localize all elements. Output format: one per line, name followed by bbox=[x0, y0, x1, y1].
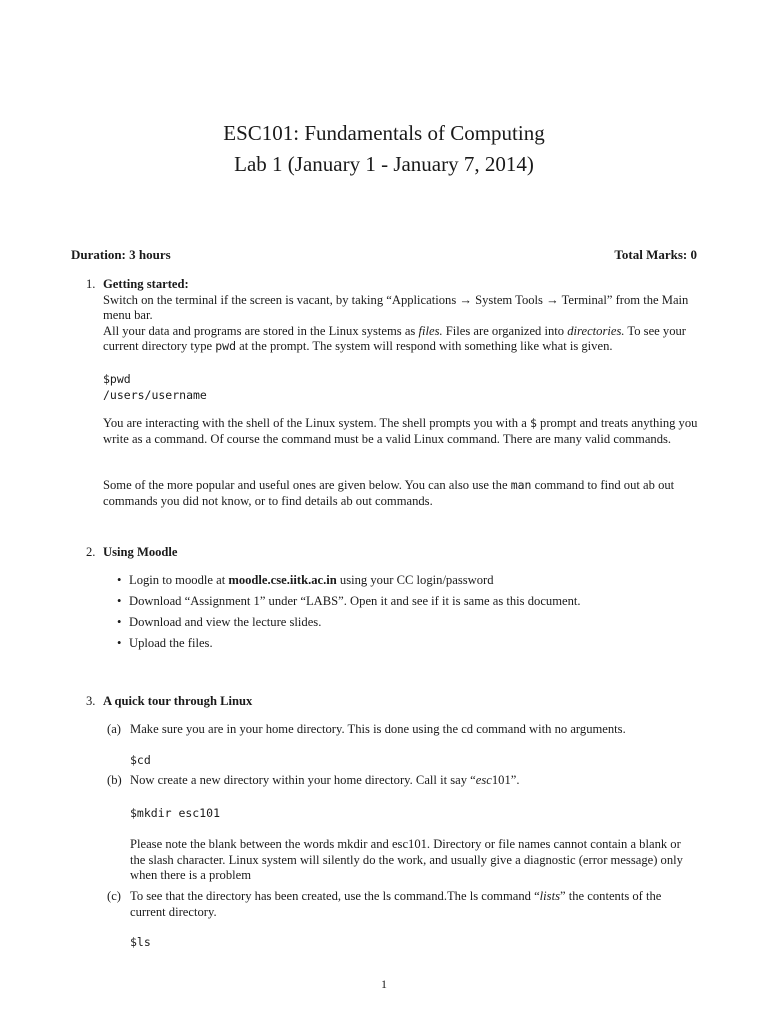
moodle-bullet-list bbox=[117, 573, 697, 657]
moodle-url: moodle.cse.iitk.ac.in bbox=[228, 573, 337, 587]
p4-text-b: command to find out ab out commands you did not know, or to find details ab out commands. bbox=[103, 478, 675, 508]
duration-label: Duration: 3 hours bbox=[71, 247, 171, 262]
bullet-1-text-b: using your CC login/password bbox=[336, 573, 494, 587]
b-text-a: Now create a new directory within your home directory. Call it say “ bbox=[130, 773, 476, 787]
section-3-heading: A quick tour through Linux bbox=[103, 694, 253, 708]
section-1-paragraph-2 bbox=[103, 324, 699, 355]
p4-text-a: Some of the more popular and useful ones are given below. You can also use the bbox=[103, 478, 511, 492]
page-number: 1 bbox=[381, 977, 387, 991]
section-2-number: 2. bbox=[86, 545, 96, 559]
section-1-heading-block bbox=[103, 277, 699, 355]
section-1-paragraph-1: Switch on the terminal if the screen is vacant, by taking “Applications → System Tools → Terminal” from the Main menu bar. bbox=[103, 292, 689, 323]
list-item bbox=[117, 636, 697, 657]
p2-directories: directories. bbox=[567, 323, 625, 338]
total-marks-label: Total Marks: 0 bbox=[614, 247, 697, 262]
b-text-b: 101”. bbox=[491, 773, 520, 787]
list-item bbox=[117, 615, 697, 636]
p3-prompt-symbol: $ bbox=[529, 416, 537, 430]
section-2-heading: Using Moodle bbox=[103, 545, 178, 559]
subitem-c-code: $ls bbox=[130, 935, 151, 949]
p3-text-b: prompt and treats anything you write as a command. Of course the command must be a valid Linux command. There are many valid commands. bbox=[103, 416, 698, 446]
bullet-icon: • bbox=[117, 615, 122, 629]
subitem-c-text bbox=[130, 889, 698, 920]
section-1-heading: Getting started: bbox=[103, 277, 189, 291]
p4-man-command: man bbox=[510, 478, 532, 492]
subitem-c-label: (c) bbox=[107, 889, 121, 903]
p2-text-a: All your data and programs are stored in the Linux systems as bbox=[103, 323, 419, 338]
bullet-icon: • bbox=[117, 573, 122, 587]
title-line-2: Lab 1 (January 1 - January 7, 2014) bbox=[234, 152, 534, 176]
b-text-esc: esc bbox=[475, 773, 492, 787]
list-item bbox=[117, 594, 697, 615]
subitem-b-text bbox=[130, 773, 698, 789]
subitem-b-label: (b) bbox=[107, 773, 122, 787]
section-1-number: 1. bbox=[86, 277, 96, 291]
subitem-b-note: Please note the blank between the words mkdir and esc101. Directory or file names cannot contain a blank or the slash character. Linux system will silently do the work, and usually give a diagnostic (error message) only when there is a problem bbox=[130, 837, 683, 883]
p2-files: files. bbox=[418, 323, 443, 338]
subitem-a-code: $cd bbox=[130, 753, 151, 767]
c-text-lists: lists bbox=[539, 889, 560, 903]
subitem-b-code: $mkdir esc101 bbox=[130, 806, 221, 820]
subitem-a-label: (a) bbox=[107, 722, 121, 736]
bullet-2-text: Download “Assignment 1” under “LABS”. Open it and see if it is same as this document. bbox=[129, 594, 581, 608]
p2-text-d: at the prompt. The system will respond with something like what is given. bbox=[236, 339, 613, 354]
bullet-icon: • bbox=[117, 636, 122, 650]
subitem-a-text: Make sure you are in your home directory. This is done using the cd command with no arguments. bbox=[130, 722, 626, 736]
title-line-1: ESC101: Fundamentals of Computing bbox=[223, 121, 545, 145]
code-line-pwd: $pwd bbox=[103, 372, 131, 386]
section-1-paragraph-3 bbox=[103, 416, 699, 447]
section-1-code-block bbox=[103, 372, 699, 403]
section-3-number: 3. bbox=[86, 694, 96, 708]
bullet-icon: • bbox=[117, 594, 122, 608]
bullet-1-text-a: Login to moodle at bbox=[129, 573, 229, 587]
c-text-a: To see that the directory has been created, use the ls command.The ls command “ bbox=[130, 889, 540, 903]
p3-text-a: You are interacting with the shell of the Linux system. The shell prompts you with a bbox=[103, 416, 530, 430]
p2-pwd-command: pwd bbox=[215, 339, 237, 354]
c-text-b: ” the contents of the current directory. bbox=[130, 889, 662, 919]
document-title bbox=[0, 118, 768, 180]
meta-row bbox=[71, 247, 697, 263]
bullet-3-text: Download and view the lecture slides. bbox=[129, 615, 322, 629]
section-1-paragraph-4 bbox=[103, 478, 699, 509]
list-item bbox=[117, 573, 697, 594]
bullet-4-text: Upload the files. bbox=[129, 636, 213, 650]
code-line-username: /users/username bbox=[103, 387, 207, 402]
p2-text-b: Files are organized into bbox=[442, 323, 568, 338]
p2-text-c: To see your current directory type bbox=[103, 323, 686, 354]
